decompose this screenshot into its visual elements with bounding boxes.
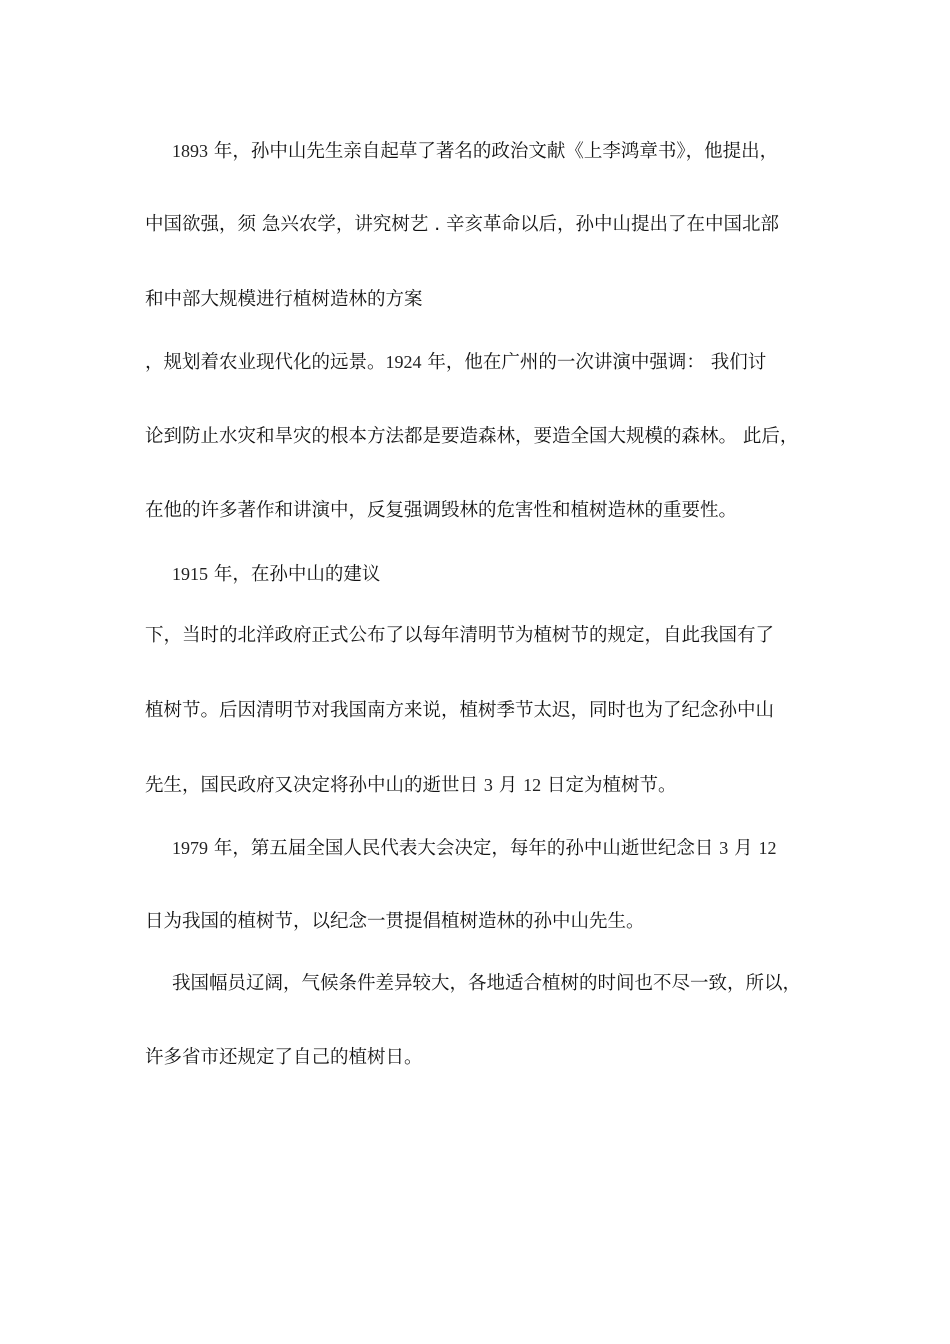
line-text: 下，当时的北洋政府正式公布了以每年清明节为植树节的规定，自此我国有了 <box>145 625 775 646</box>
line-text: 年，他在广州的一次讲演中强调： 我们讨 <box>421 352 767 373</box>
date-month: 3 <box>719 838 729 858</box>
line-text: 先生，国民政府又决定将孙中山的逝世日 <box>145 775 484 796</box>
year-1979: 1979 <box>172 838 208 858</box>
line-text: 年，孙中山先生亲自起草了著名的政治文献《上李鸿章书》，他提出， <box>208 141 779 162</box>
line-text: 植树节。后因清明节对我国南方来说，植树季节太迟，同时也为了纪念孙中山 <box>145 700 775 721</box>
line-text: 我国幅员辽阔，气候条件差异较大，各地适合植树的时间也不尽一致，所以， <box>172 973 802 994</box>
text-line-7 <box>172 562 380 587</box>
text-line-13 <box>172 972 801 996</box>
text-line-12 <box>145 910 645 934</box>
line-text: 年，在孙中山的建议 <box>208 564 381 585</box>
line-text: 日为我国的植树节，以纪念一贯提倡植树造林的孙中山先生。 <box>145 911 645 932</box>
line-text: 许多省市还规定了自己的植树日。 <box>145 1047 423 1068</box>
date-day: 12 <box>758 838 777 858</box>
line-text: ，规划着农业现代化的远景。 <box>145 352 386 373</box>
text-line-10 <box>145 773 677 798</box>
year-1893: 1893 <box>172 141 208 161</box>
line-text: 中国欲强，须 急兴农学，讲究树艺 . 辛亥革命以后，孙中山提出了在中国北部 <box>145 214 780 235</box>
text-line-4 <box>145 350 766 375</box>
date-month: 3 <box>483 775 493 795</box>
text-line-9 <box>145 699 774 723</box>
text-line-11 <box>172 836 777 861</box>
text-line-14 <box>145 1046 423 1070</box>
date-day: 12 <box>523 775 542 795</box>
line-text: 日定为植树节。 <box>541 775 677 796</box>
line-text: 在他的许多著作和讲演中，反复强调毁林的危害性和植树造林的重要性。 <box>145 500 738 521</box>
text-line-3 <box>145 288 423 312</box>
year-1924: 1924 <box>385 352 422 372</box>
year-1915: 1915 <box>172 564 208 584</box>
line-text: 月 <box>728 838 759 859</box>
text-line-6 <box>145 499 737 523</box>
text-line-2 <box>145 213 779 237</box>
line-text: 月 <box>492 775 524 796</box>
text-line-5 <box>145 425 798 449</box>
line-text: 年，第五届全国人民代表大会决定，每年的孙中山逝世纪念日 <box>208 838 720 859</box>
text-line-8 <box>145 624 774 648</box>
line-text: 论到防止水灾和旱灾的根本方法都是要造森林，要造全国大规模的森林。 此后， <box>145 426 799 447</box>
line-text: 和中部大规模进行植树造林的方案 <box>145 289 423 310</box>
text-line-1 <box>172 139 778 164</box>
